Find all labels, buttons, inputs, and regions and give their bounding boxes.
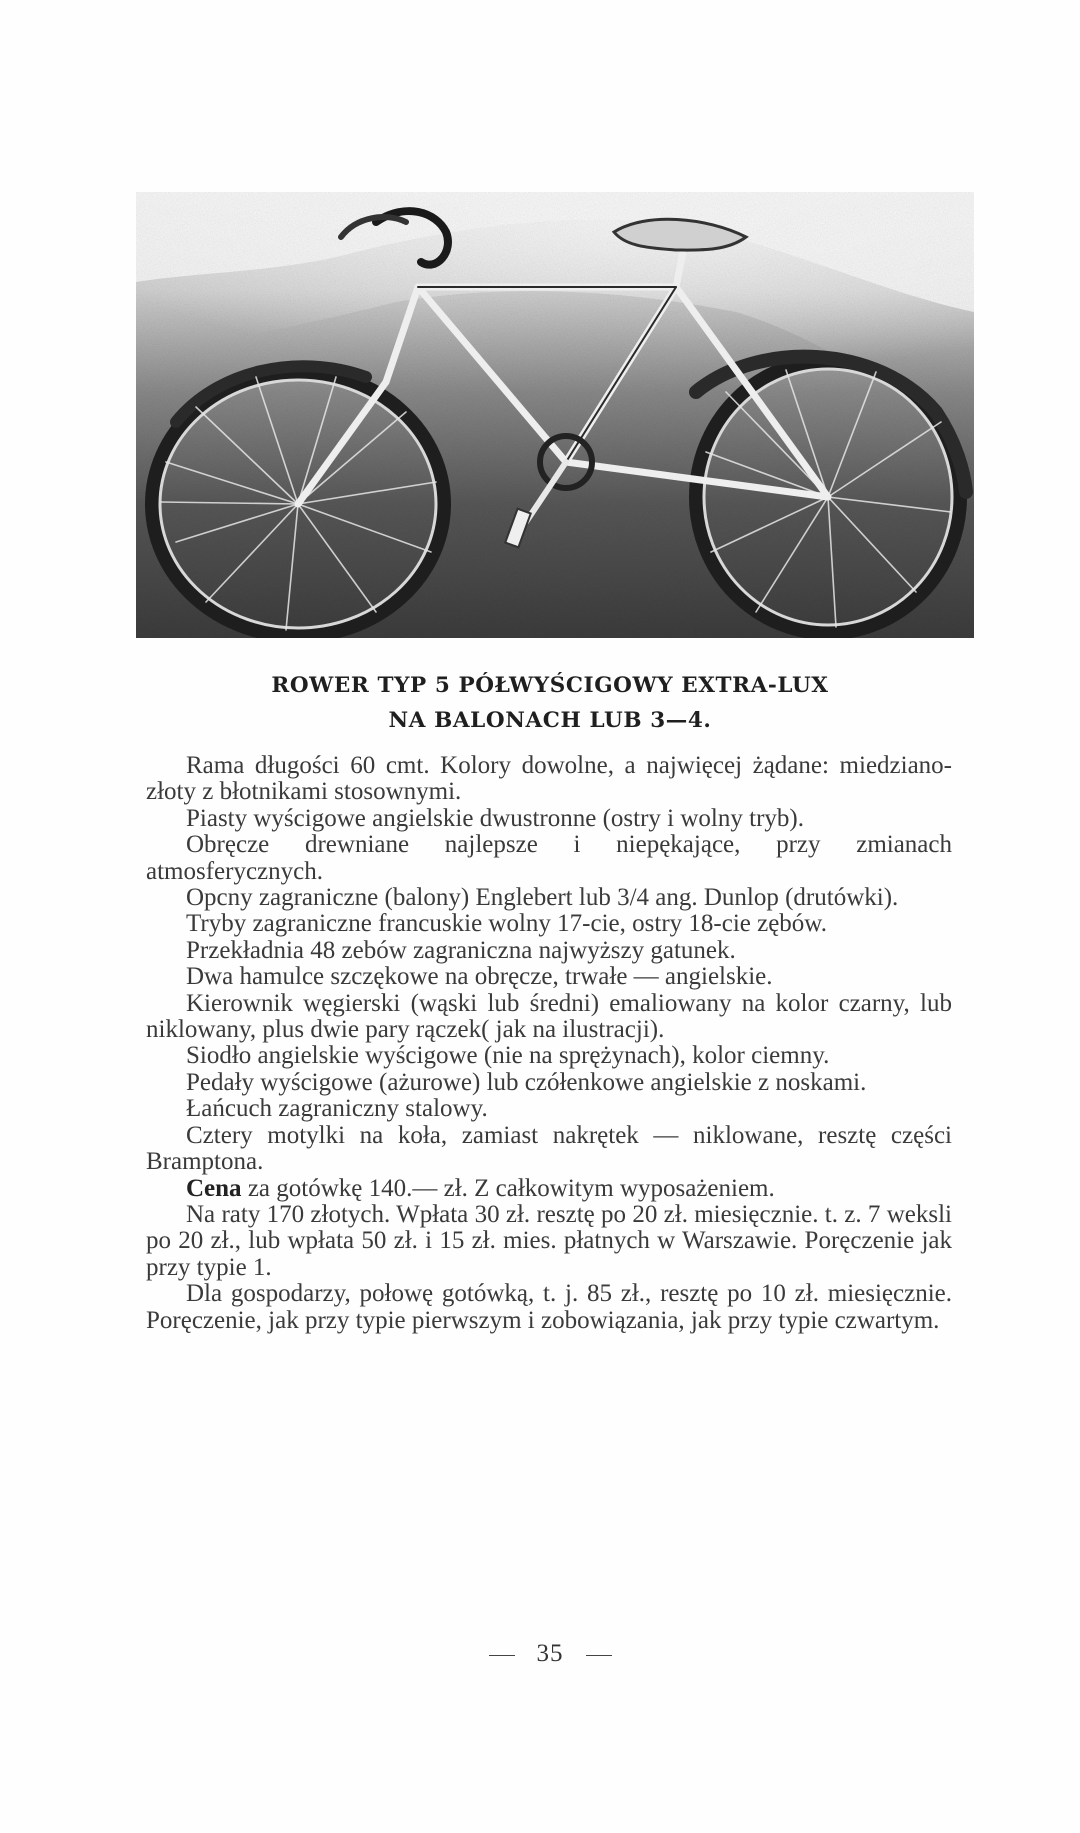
paragraph-tires: Opcny zagraniczne (balony) Englebert lub 3/4 ang. Dunlop (drutówki). <box>186 884 899 912</box>
bicycle-illustration <box>136 192 974 638</box>
paragraph-brakes: Dwa hamulce szczękowe na obręcze, trwałe — angielskie. <box>186 963 773 991</box>
paragraph-freewheels: Tryby zagraniczne francuskie wolny 17-cie, ostry 18-cie zębów. <box>186 910 827 938</box>
page-number-value: 35 <box>536 1640 564 1667</box>
paragraph-wingnuts: Cztery motylki na koła, zamiast nakrętek — niklowane, resztę części Bramptona. <box>146 1121 952 1176</box>
paragraph-gearing: Przekładnia 48 zebów zagraniczna najwyższy gatunek. <box>186 936 736 964</box>
product-heading <box>150 668 950 738</box>
paragraph-saddle: Siodło angielskie wyścigowe (nie na sprężynach), kolor ciemny. <box>186 1042 830 1070</box>
paragraph-rims: Obręcze drewniane najlepsze i niepękające, przy zmianach atmosferycznych. <box>146 831 952 885</box>
paragraph-hubs: Piasty wyścigowe angielskie dwustronne (ostry i wolny tryb). <box>186 804 804 832</box>
page-number <box>400 1640 700 1668</box>
paragraph-chain: Łańcuch zagraniczny stalowy. <box>186 1095 488 1123</box>
photo-background <box>136 192 974 638</box>
paragraph-handlebar: Kierownik węgierski (wąski lub średni) emaliowany na kolor czarny, lub niklowany, plus dwie pary rączek( jak na ilustracji). <box>146 989 952 1044</box>
dash-right <box>586 1655 612 1656</box>
paragraph-installments: Na raty 170 złotych. Wpłata 30 zł. resztę po 20 zł. miesięcznie. t. z. 7 weksli po 20 zł., lub wpłata 50 zł. i 15 zł. mies. płatnych w Warszawie. Poręczenie jak przy typie 1. <box>146 1200 952 1281</box>
dash-left <box>489 1655 515 1656</box>
paragraph-farmers: Dla gospodarzy, połowę gotówką, t. j. 85 zł., resztę po 10 zł. miesięcznie. Poręczenie, jak przy typie pierwszym i zobowiązania, jak przy typie czwartym. <box>146 1280 952 1334</box>
heading-line-1: ROWER TYP 5 PÓŁWYŚCIGOWY EXTRA-LUX <box>271 673 829 698</box>
heading-line-2: NA BALONACH LUB 3—4. <box>388 708 712 733</box>
paragraph-frame: Rama długości 60 cmt. Kolory dowolne, a najwięcej żądane: miedziano-złoty z błotnikami stosownymi. <box>146 752 952 806</box>
paragraph-pedals: Pedały wyścigowe (ażurowe) lub czółenkowe angielskie z noskami. <box>186 1068 867 1096</box>
paragraph-price <box>146 1176 952 1202</box>
price-text: za gotówkę 140.— zł. Z całkowitym wyposażeniem. <box>241 1174 775 1202</box>
product-description <box>146 753 952 1334</box>
price-label: Cena <box>186 1174 242 1202</box>
bicycle-photo <box>136 192 974 638</box>
